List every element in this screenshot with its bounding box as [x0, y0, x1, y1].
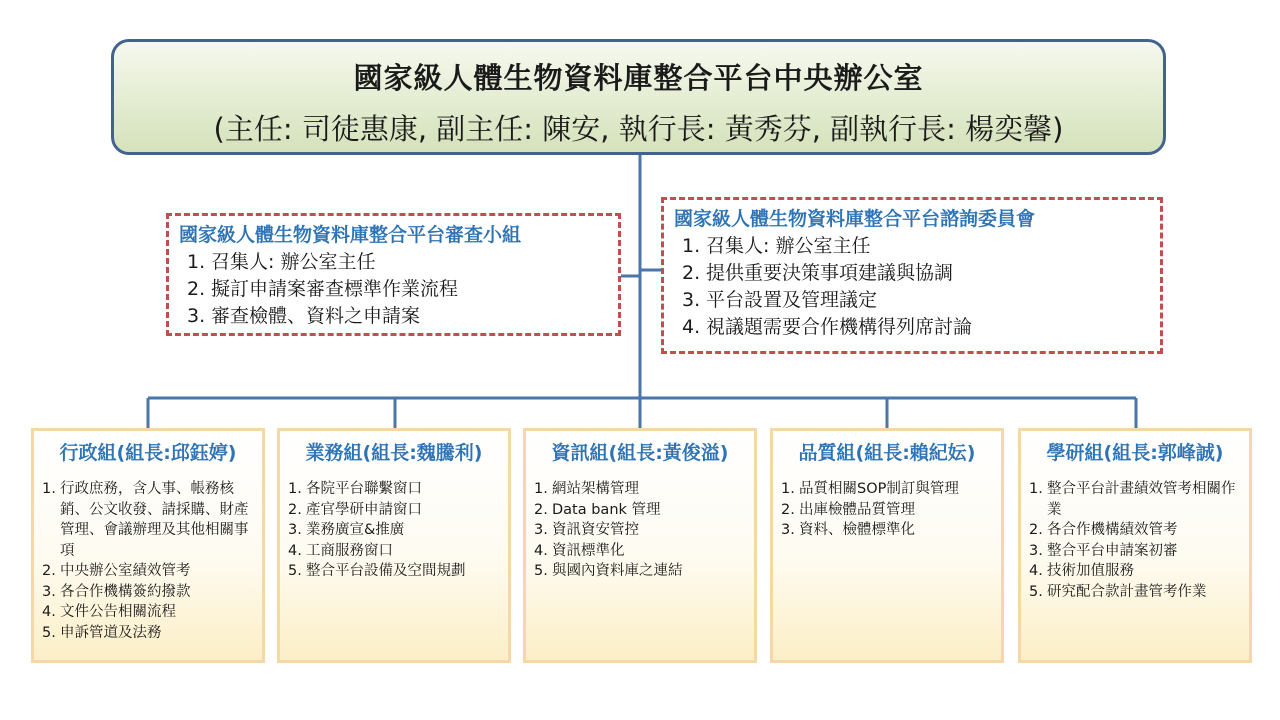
group-research-box — [1018, 428, 1252, 663]
group-quality-list — [773, 479, 1001, 541]
review-committee-title: 國家級人體生物資料庫整合平台審查小組 — [179, 224, 522, 246]
list-item: 5. 申訴管道及法務 — [42, 624, 162, 641]
group-business-list — [280, 479, 508, 582]
list-item: 4. 工商服務窗口 — [288, 542, 393, 559]
central-office-leaders: (主任: 司徒惠康, 副主任: 陳安, 執行長: 黃秀芬, 副執行長: 楊奕馨) — [213, 112, 1064, 146]
list-item: 5. 研究配合款計畫管考作業 — [1029, 583, 1207, 600]
group-it-list — [526, 479, 754, 582]
list-item: 5. 整合平台設備及空間規劃 — [288, 563, 466, 579]
list-item: 3. 資料、檢體標準化 — [781, 522, 915, 538]
review-committee-list — [179, 249, 608, 330]
group-quality-box — [770, 428, 1004, 663]
list-item: 1. 各院平台聯繫窗口 — [288, 481, 422, 497]
list-item: 2. 產官學研申請窗口 — [288, 501, 422, 518]
list-item: 1. 品質相關SOP制訂與管理 — [781, 481, 959, 497]
group-admin-list — [34, 479, 262, 643]
group-research-list — [1021, 479, 1249, 602]
group-business-title: 業務組(組長:魏騰利) — [305, 442, 483, 464]
list-item: 1. 行政庶務，含人事、帳務核銷、公文收發、請採購、財產管理、會議辦理及其他相關事項 — [42, 481, 249, 559]
list-item: 4. 文件公告相關流程 — [42, 604, 176, 620]
list-item: 3. 各合作機構簽約撥款 — [42, 583, 191, 600]
list-item: 1. 召集人: 辦公室主任 — [187, 251, 376, 273]
central-office-title: 國家級人體生物資料庫整合平台中央辦公室 — [353, 61, 924, 95]
group-it-title: 資訊組(組長:黃俊溢) — [551, 442, 729, 464]
list-item: 3. 業務廣宣&推廣 — [288, 522, 405, 538]
group-it-box — [523, 428, 757, 663]
list-item: 2. 各合作機構績效管考 — [1029, 522, 1178, 538]
list-item: 1. 整合平台計畫績效管考相關作業 — [1029, 481, 1236, 518]
list-item: 4. 視議題需要合作機構得列席討論 — [682, 316, 973, 338]
list-item: 5. 與國內資料庫之連結 — [534, 563, 683, 579]
list-item: 2. 提供重要決策事項建議與協調 — [682, 262, 954, 284]
advisory-committee-list — [674, 233, 1150, 341]
group-business-box — [277, 428, 511, 663]
list-item: 3. 審查檢體、資料之申請案 — [187, 305, 421, 327]
list-item: 3. 資訊資安管控 — [534, 522, 639, 538]
list-item: 3. 平台設置及管理議定 — [682, 289, 878, 311]
list-item: 1. 網站架構管理 — [534, 481, 639, 497]
list-item: 4. 技術加值服務 — [1029, 563, 1134, 579]
advisory-committee-title: 國家級人體生物資料庫整合平台諮詢委員會 — [674, 208, 1036, 230]
advisory-committee-box — [661, 197, 1163, 354]
central-office-box — [111, 39, 1166, 155]
list-item: 2. 出庫檢體品質管理 — [781, 501, 915, 518]
list-item: 2. Data bank 管理 — [534, 501, 661, 518]
list-item: 1. 召集人: 辦公室主任 — [682, 235, 871, 257]
group-admin-box — [31, 428, 265, 663]
group-quality-title: 品質組(組長:賴紀妘) — [798, 442, 976, 464]
list-item: 3. 整合平台申請案初審 — [1029, 542, 1178, 559]
group-research-title: 學研組(組長:郭峰誠) — [1046, 442, 1224, 464]
list-item: 2. 中央辦公室績效管考 — [42, 563, 191, 579]
list-item: 4. 資訊標準化 — [534, 542, 625, 559]
list-item: 2. 擬訂申請案審查標準作業流程 — [187, 278, 459, 300]
review-committee-box — [166, 213, 621, 336]
group-admin-title: 行政組(組長:邱鈺婷) — [59, 442, 237, 464]
